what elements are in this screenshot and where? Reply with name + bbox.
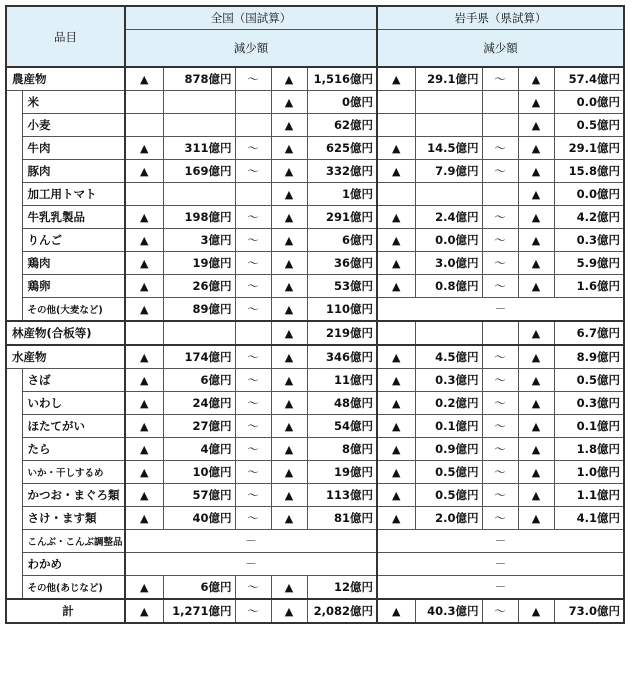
tilde: ～ [235, 345, 271, 369]
tilde: ～ [482, 252, 518, 275]
value-high: 53億円 [307, 275, 377, 298]
row-name: 米 [22, 91, 125, 114]
value-low: 4.5億円 [415, 345, 482, 369]
value-low: 0.1億円 [415, 415, 482, 438]
table-row [6, 553, 624, 576]
table-row [6, 530, 624, 553]
row-name: 計 [6, 599, 125, 623]
triangle-icon: ▲ [377, 229, 415, 252]
triangle-icon [125, 321, 163, 345]
row-name: 鶏卵 [22, 275, 125, 298]
triangle-icon: ▲ [271, 229, 307, 252]
triangle-icon: ▲ [271, 461, 307, 484]
row-name: 林産物(合板等) [6, 321, 125, 345]
row-name: いわし [22, 392, 125, 415]
value-low: 19億円 [163, 252, 235, 275]
value-high: 0.3億円 [554, 229, 624, 252]
header-item: 品目 [6, 6, 125, 67]
header-decrease-iwate: 減少額 [377, 30, 624, 68]
value-low: 89億円 [163, 298, 235, 322]
value-high: 19億円 [307, 461, 377, 484]
tilde: ～ [235, 229, 271, 252]
dash-cell: － [377, 576, 624, 600]
triangle-icon: ▲ [271, 345, 307, 369]
triangle-icon: ▲ [377, 415, 415, 438]
triangle-icon: ▲ [377, 461, 415, 484]
triangle-icon: ▲ [377, 599, 415, 623]
tilde: ～ [482, 229, 518, 252]
triangle-icon: ▲ [125, 438, 163, 461]
tilde: ～ [235, 576, 271, 600]
value-high: 6億円 [307, 229, 377, 252]
triangle-icon: ▲ [271, 392, 307, 415]
triangle-icon [125, 114, 163, 137]
value-low: 2.4億円 [415, 206, 482, 229]
table-row [6, 160, 624, 183]
value-high: 219億円 [307, 321, 377, 345]
tilde: ～ [235, 275, 271, 298]
tilde [482, 321, 518, 345]
triangle-icon: ▲ [125, 137, 163, 160]
value-low [163, 321, 235, 345]
tilde: ～ [482, 392, 518, 415]
header-row [6, 6, 624, 30]
row-name: こんぶ・こんぶ調整品 [22, 530, 125, 553]
value-high: 110億円 [307, 298, 377, 322]
tilde: ～ [235, 206, 271, 229]
value-high: 6.7億円 [554, 321, 624, 345]
triangle-icon: ▲ [377, 369, 415, 392]
triangle-icon: ▲ [271, 183, 307, 206]
value-low [415, 183, 482, 206]
value-low: 0.9億円 [415, 438, 482, 461]
tilde: ～ [482, 461, 518, 484]
value-high: 0.1億円 [554, 415, 624, 438]
row-name: さば [22, 369, 125, 392]
table-row [6, 298, 624, 322]
dash-cell: － [377, 530, 624, 553]
value-low: 311億円 [163, 137, 235, 160]
triangle-icon: ▲ [125, 275, 163, 298]
triangle-icon: ▲ [518, 507, 554, 530]
tilde: ～ [235, 369, 271, 392]
value-high: 15.8億円 [554, 160, 624, 183]
table-row [6, 438, 624, 461]
triangle-icon: ▲ [518, 114, 554, 137]
value-low: 2.0億円 [415, 507, 482, 530]
triangle-icon: ▲ [125, 160, 163, 183]
tilde: ～ [482, 415, 518, 438]
triangle-icon: ▲ [377, 392, 415, 415]
triangle-icon: ▲ [518, 415, 554, 438]
triangle-icon: ▲ [377, 438, 415, 461]
triangle-icon: ▲ [518, 321, 554, 345]
tilde: ～ [482, 599, 518, 623]
value-low [415, 91, 482, 114]
value-high: 113億円 [307, 484, 377, 507]
value-low: 6億円 [163, 576, 235, 600]
triangle-icon: ▲ [125, 252, 163, 275]
triangle-icon: ▲ [271, 298, 307, 322]
tilde [482, 183, 518, 206]
tilde: ～ [235, 507, 271, 530]
row-name: たら [22, 438, 125, 461]
table-container [5, 5, 625, 624]
value-high: 8.9億円 [554, 345, 624, 369]
triangle-icon: ▲ [125, 599, 163, 623]
triangle-icon: ▲ [518, 275, 554, 298]
tilde: ～ [482, 206, 518, 229]
table-row [6, 484, 624, 507]
value-high: 0億円 [307, 91, 377, 114]
tilde: ～ [482, 275, 518, 298]
triangle-icon: ▲ [271, 415, 307, 438]
triangle-icon: ▲ [518, 484, 554, 507]
value-high: 1.1億円 [554, 484, 624, 507]
row-name: かつお・まぐろ類 [22, 484, 125, 507]
triangle-icon [377, 183, 415, 206]
impact-table [5, 5, 625, 624]
triangle-icon: ▲ [518, 206, 554, 229]
value-high: 1.8億円 [554, 438, 624, 461]
value-high: 57.4億円 [554, 67, 624, 91]
triangle-icon: ▲ [377, 137, 415, 160]
group-row [6, 67, 624, 91]
value-high: 11億円 [307, 369, 377, 392]
table-row [6, 252, 624, 275]
header-iwate: 岩手県（県試算） [377, 6, 624, 30]
triangle-icon: ▲ [377, 252, 415, 275]
tilde: ～ [235, 415, 271, 438]
row-name: その他(あじなど) [22, 576, 125, 600]
value-low: 0.5億円 [415, 484, 482, 507]
value-high: 0.5億円 [554, 369, 624, 392]
value-high: 1.0億円 [554, 461, 624, 484]
tilde [482, 91, 518, 114]
dash-cell: － [125, 530, 377, 553]
value-high: 346億円 [307, 345, 377, 369]
tilde: ～ [235, 599, 271, 623]
row-name: 加工用トマト [22, 183, 125, 206]
triangle-icon: ▲ [271, 484, 307, 507]
triangle-icon: ▲ [377, 160, 415, 183]
tilde: ～ [482, 345, 518, 369]
triangle-icon: ▲ [377, 67, 415, 91]
triangle-icon [377, 321, 415, 345]
triangle-icon: ▲ [518, 461, 554, 484]
value-low: 198億円 [163, 206, 235, 229]
row-name: 鶏肉 [22, 252, 125, 275]
value-high: 5.9億円 [554, 252, 624, 275]
row-name: 小麦 [22, 114, 125, 137]
value-high: 36億円 [307, 252, 377, 275]
value-low: 6億円 [163, 369, 235, 392]
triangle-icon: ▲ [271, 91, 307, 114]
value-low: 40.3億円 [415, 599, 482, 623]
tilde [482, 114, 518, 137]
row-name: わかめ [22, 553, 125, 576]
value-low: 4億円 [163, 438, 235, 461]
row-name: いか・干しするめ [22, 461, 125, 484]
table-row [6, 369, 624, 392]
value-low: 0.8億円 [415, 275, 482, 298]
value-low: 24億円 [163, 392, 235, 415]
value-high: 4.1億円 [554, 507, 624, 530]
triangle-icon: ▲ [271, 137, 307, 160]
triangle-icon: ▲ [125, 298, 163, 322]
value-high: 0.5億円 [554, 114, 624, 137]
triangle-icon: ▲ [271, 369, 307, 392]
triangle-icon [125, 91, 163, 114]
triangle-icon: ▲ [518, 599, 554, 623]
triangle-icon: ▲ [271, 252, 307, 275]
row-name: 農産物 [6, 67, 125, 91]
header-national: 全国（国試算） [125, 6, 377, 30]
table-row [6, 137, 624, 160]
tilde [235, 114, 271, 137]
row-name: さけ・ます類 [22, 507, 125, 530]
value-low [163, 91, 235, 114]
row-name: ほたてがい [22, 415, 125, 438]
tilde: ～ [235, 438, 271, 461]
group-row [6, 345, 624, 369]
triangle-icon: ▲ [125, 507, 163, 530]
value-low: 57億円 [163, 484, 235, 507]
table-row [6, 229, 624, 252]
triangle-icon: ▲ [125, 392, 163, 415]
triangle-icon: ▲ [271, 67, 307, 91]
triangle-icon: ▲ [125, 484, 163, 507]
total-row [6, 599, 624, 623]
value-low: 169億円 [163, 160, 235, 183]
tilde [235, 91, 271, 114]
triangle-icon: ▲ [377, 275, 415, 298]
triangle-icon: ▲ [125, 461, 163, 484]
triangle-icon: ▲ [271, 576, 307, 600]
triangle-icon: ▲ [518, 137, 554, 160]
triangle-icon: ▲ [271, 206, 307, 229]
value-low: 27億円 [163, 415, 235, 438]
dash-cell: － [377, 298, 624, 322]
triangle-icon: ▲ [518, 91, 554, 114]
group-row [6, 321, 624, 345]
tilde: ～ [482, 67, 518, 91]
table-row [6, 461, 624, 484]
triangle-icon: ▲ [377, 484, 415, 507]
triangle-icon: ▲ [518, 369, 554, 392]
value-low [415, 114, 482, 137]
triangle-icon: ▲ [125, 229, 163, 252]
value-high: 12億円 [307, 576, 377, 600]
triangle-icon [377, 91, 415, 114]
row-name: 豚肉 [22, 160, 125, 183]
table-row [6, 392, 624, 415]
triangle-icon: ▲ [377, 206, 415, 229]
table-row [6, 91, 624, 114]
value-low: 26億円 [163, 275, 235, 298]
value-high: 54億円 [307, 415, 377, 438]
triangle-icon: ▲ [518, 438, 554, 461]
value-low: 0.0億円 [415, 229, 482, 252]
triangle-icon: ▲ [271, 599, 307, 623]
tilde: ～ [482, 160, 518, 183]
tilde [235, 183, 271, 206]
header-decrease-national: 減少額 [125, 30, 377, 68]
triangle-icon [377, 114, 415, 137]
table-row [6, 183, 624, 206]
triangle-icon: ▲ [125, 206, 163, 229]
row-name: その他(大麦など) [22, 298, 125, 322]
tilde [235, 321, 271, 345]
table-row [6, 507, 624, 530]
triangle-icon: ▲ [125, 576, 163, 600]
table-row [6, 415, 624, 438]
value-low: 14.5億円 [415, 137, 482, 160]
indent-cell [6, 91, 22, 322]
tilde: ～ [482, 438, 518, 461]
triangle-icon: ▲ [271, 321, 307, 345]
triangle-icon: ▲ [125, 345, 163, 369]
value-low [415, 321, 482, 345]
row-name: りんご [22, 229, 125, 252]
value-high: 1.6億円 [554, 275, 624, 298]
value-low: 0.3億円 [415, 369, 482, 392]
value-high: 4.2億円 [554, 206, 624, 229]
value-high: 0.3億円 [554, 392, 624, 415]
value-low: 0.2億円 [415, 392, 482, 415]
tilde: ～ [235, 67, 271, 91]
triangle-icon: ▲ [125, 369, 163, 392]
triangle-icon: ▲ [271, 438, 307, 461]
value-high: 1,516億円 [307, 67, 377, 91]
value-low [163, 183, 235, 206]
tilde: ～ [482, 137, 518, 160]
triangle-icon: ▲ [271, 160, 307, 183]
value-high: 0.0億円 [554, 183, 624, 206]
triangle-icon: ▲ [377, 507, 415, 530]
tilde: ～ [482, 507, 518, 530]
value-low: 7.9億円 [415, 160, 482, 183]
row-name: 牛肉 [22, 137, 125, 160]
tilde: ～ [235, 484, 271, 507]
tilde: ～ [235, 392, 271, 415]
dash-cell: － [125, 553, 377, 576]
value-high: 291億円 [307, 206, 377, 229]
triangle-icon: ▲ [125, 415, 163, 438]
row-name: 水産物 [6, 345, 125, 369]
tilde: ～ [482, 369, 518, 392]
value-low [163, 114, 235, 137]
triangle-icon: ▲ [125, 67, 163, 91]
value-low: 3億円 [163, 229, 235, 252]
tilde: ～ [235, 252, 271, 275]
value-high: 48億円 [307, 392, 377, 415]
tilde: ～ [482, 484, 518, 507]
value-high: 625億円 [307, 137, 377, 160]
value-low: 174億円 [163, 345, 235, 369]
triangle-icon: ▲ [271, 507, 307, 530]
row-name: 牛乳乳製品 [22, 206, 125, 229]
value-high: 0.0億円 [554, 91, 624, 114]
triangle-icon: ▲ [518, 392, 554, 415]
value-low: 3.0億円 [415, 252, 482, 275]
value-low: 1,271億円 [163, 599, 235, 623]
value-high: 332億円 [307, 160, 377, 183]
value-high: 73.0億円 [554, 599, 624, 623]
value-low: 878億円 [163, 67, 235, 91]
triangle-icon: ▲ [271, 275, 307, 298]
value-low: 40億円 [163, 507, 235, 530]
value-low: 29.1億円 [415, 67, 482, 91]
table-row [6, 576, 624, 600]
triangle-icon: ▲ [518, 160, 554, 183]
triangle-icon: ▲ [518, 252, 554, 275]
indent-cell [6, 369, 22, 600]
table-row [6, 114, 624, 137]
dash-cell: － [377, 553, 624, 576]
tilde: ～ [235, 160, 271, 183]
triangle-icon: ▲ [518, 345, 554, 369]
value-high: 8億円 [307, 438, 377, 461]
tilde: ～ [235, 298, 271, 322]
value-low: 0.5億円 [415, 461, 482, 484]
value-high: 2,082億円 [307, 599, 377, 623]
triangle-icon: ▲ [518, 67, 554, 91]
triangle-icon [125, 183, 163, 206]
triangle-icon: ▲ [518, 183, 554, 206]
triangle-icon: ▲ [271, 114, 307, 137]
value-high: 1億円 [307, 183, 377, 206]
triangle-icon: ▲ [377, 345, 415, 369]
tilde: ～ [235, 461, 271, 484]
triangle-icon: ▲ [518, 229, 554, 252]
tilde: ～ [235, 137, 271, 160]
value-high: 29.1億円 [554, 137, 624, 160]
value-low: 10億円 [163, 461, 235, 484]
table-row [6, 275, 624, 298]
value-high: 62億円 [307, 114, 377, 137]
value-high: 81億円 [307, 507, 377, 530]
table-row [6, 206, 624, 229]
